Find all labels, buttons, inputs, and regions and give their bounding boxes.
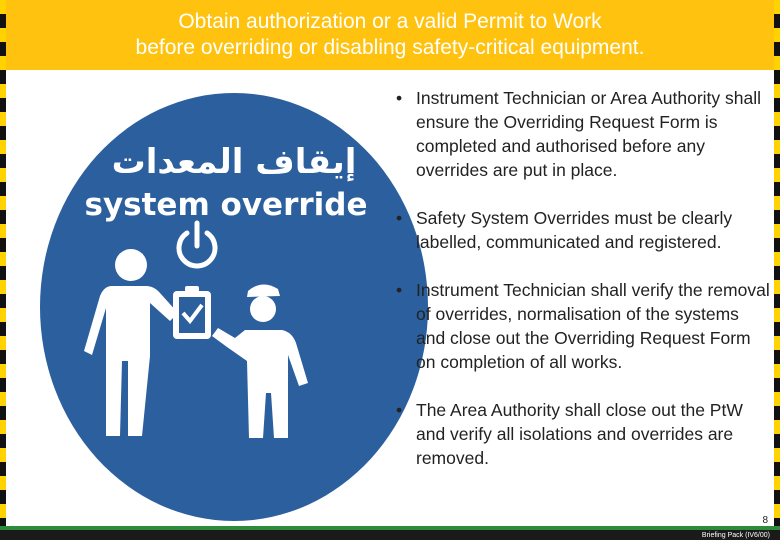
bullet-item: • Instrument Technician shall verify the removal of overrides, normalisation of the systems and close out the Overriding Request Form on completion of all works.: [392, 278, 772, 374]
system-override-sign: [40, 93, 428, 521]
bullet-list: [392, 86, 772, 494]
bullet-item: • Safety System Overrides must be clearly labelled, communicated and registered.: [392, 206, 772, 254]
hazard-stripe-right: [774, 0, 780, 540]
title-line-2: before overriding or disabling safety-critical equipment.: [135, 36, 645, 59]
sign-english-text: system override: [84, 187, 368, 223]
hazard-stripe-left: [0, 0, 6, 540]
page-number: 8: [762, 515, 768, 526]
footer-bar: [0, 530, 780, 540]
bullet-item: • The Area Authority shall close out the PtW and verify all isolations and overrides are removed.: [392, 398, 772, 470]
clipboard-check-icon: [173, 286, 211, 339]
title-banner: [6, 0, 774, 70]
title-line-1: Obtain authorization or a valid Permit to Work: [178, 10, 602, 33]
footer-label: Briefing Pack (IV6/00): [701, 532, 770, 539]
sign-arabic-text: إيقاف المعدات: [111, 142, 357, 182]
bullet-item: • Instrument Technician or Area Authority shall ensure the Overriding Request Form is completed and authorised before any overrides are put in place.: [392, 86, 772, 182]
